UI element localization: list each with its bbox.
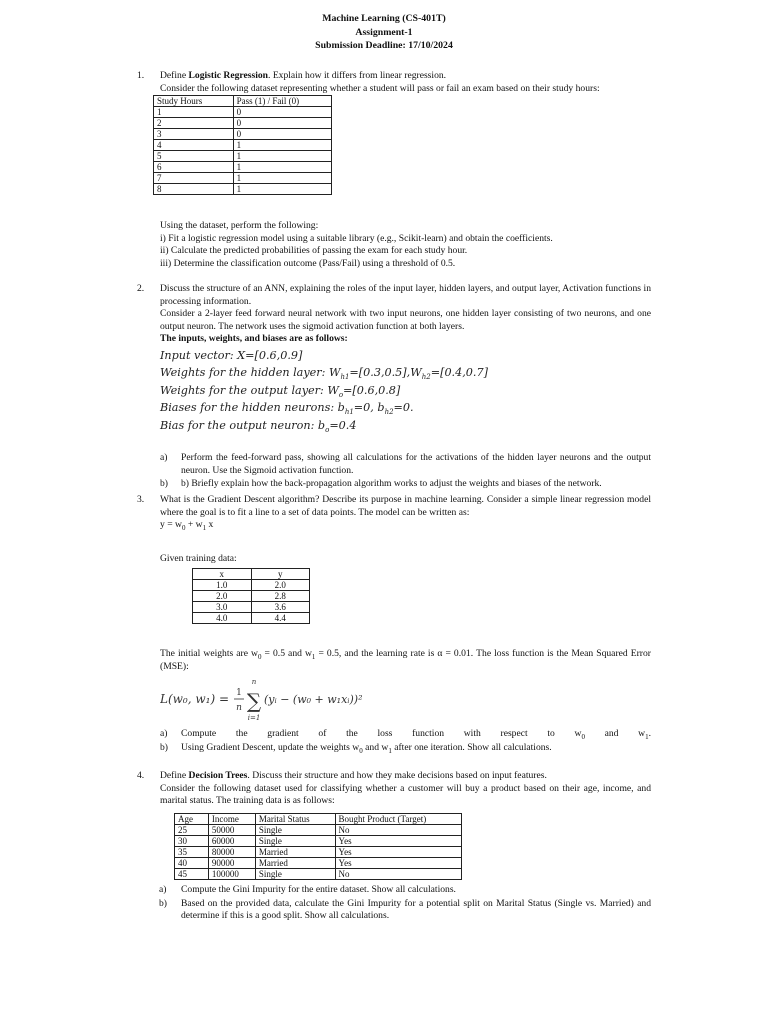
formula-lhs: L(w₀, w₁) =: [160, 692, 229, 706]
table-cell: 1: [233, 151, 331, 162]
task-ii: ii) Calculate the predicted probabilities of passing the exam for each study hour.: [160, 245, 468, 257]
table-cell: 3: [154, 129, 234, 140]
table-cell: 7: [154, 173, 234, 184]
training-data-label: Given training data:: [160, 553, 237, 564]
table-row: [193, 613, 310, 624]
question-4-dataset-intro: Consider the following dataset used for classifying whether a customer will buy a product based on their age, income, and marital status. The training data is as follows:: [160, 782, 651, 807]
assignment-title: Assignment-1: [355, 26, 413, 38]
study-hours-table: [153, 95, 332, 195]
table-cell: Single: [255, 869, 335, 880]
sum-sign: ∑: [246, 689, 262, 713]
table-header-cell: Income: [208, 814, 255, 825]
output-weights: Weights for the output layer: $W_o=[0.6,0.8]$: [160, 383, 401, 400]
table-row: [193, 591, 310, 602]
table-cell: 1: [154, 107, 234, 118]
table-cell: 5: [154, 151, 234, 162]
table-cell: 35: [175, 847, 209, 858]
sum-lower-limit: i=1: [247, 714, 261, 722]
table-row: [154, 140, 332, 151]
table-header-row: [175, 814, 462, 825]
question-4-definition: Define Decision Trees. Discuss their structure and how they make decisions based on input features.: [160, 770, 547, 781]
table-cell: Yes: [335, 858, 461, 869]
table-cell: 0: [233, 118, 331, 129]
table-row: [175, 825, 462, 836]
question-1-dataset-intro: Consider the following dataset representing whether a student will pass or fail an exam based on their study hours:: [160, 82, 600, 94]
table-row: [154, 151, 332, 162]
table-row: [154, 162, 332, 173]
table-cell: No: [335, 869, 461, 880]
table-cell: 0: [233, 107, 331, 118]
output-bias: Bias for the output neuron: $b_o=0.4$: [160, 418, 357, 434]
question-3-part-a: a) Compute the gradient of the loss function with respect to $w_0$ and $w_1$.: [160, 728, 651, 741]
question-number: 4.: [137, 770, 145, 781]
table-cell: 6: [154, 162, 234, 173]
table-cell: 25: [175, 825, 209, 836]
table-cell: 1.0: [193, 580, 252, 591]
table-row: [154, 118, 332, 129]
table-header-cell: x: [193, 569, 252, 580]
tasks-intro: Using the dataset, perform the following:: [160, 220, 319, 231]
table-cell: 30: [175, 836, 209, 847]
params-heading: The inputs, weights, and biases are as follows:: [160, 333, 348, 345]
table-cell: 4.4: [251, 613, 310, 624]
question-3-intro: What is the Gradient Descent algorithm? Describe its purpose in machine learning. Consider a simple linear regression model where the goal is to fit a line to a set of data points. The model can be written as:: [160, 494, 651, 518]
course-title: Machine Learning (CS-401T): [322, 13, 446, 24]
table-row: [154, 173, 332, 184]
mse-loss-formula: [160, 676, 400, 724]
initial-weights-text: The initial weights are $w_0 = 0.5$ and $w_1 = 0.5$, and the learning rate is α = 0.01. The loss function is the Mean Squared Error (MSE):: [160, 648, 651, 672]
table-cell: Married: [255, 847, 335, 858]
table-cell: 2.8: [251, 591, 310, 602]
table-cell: 80000: [208, 847, 255, 858]
table-header-cell: y: [251, 569, 310, 580]
table-header-cell: Study Hours: [154, 96, 234, 107]
table-header-cell: Age: [175, 814, 209, 825]
table-cell: 3.6: [251, 602, 310, 613]
table-cell: 2: [154, 118, 234, 129]
table-header-row: [154, 96, 332, 107]
question-1-definition: Define Logistic Regression. Explain how it differs from linear regression.: [160, 70, 447, 81]
table-cell: 60000: [208, 836, 255, 847]
question-number: 1.: [137, 70, 145, 81]
formula-body: (yᵢ − (w₀ + w₁xᵢ))²: [264, 693, 363, 706]
table-cell: 40: [175, 858, 209, 869]
hidden-biases: Biases for the hidden neurons: $b_{h1}=0$, $b_{h2}=0$.: [160, 401, 414, 417]
table-cell: 0: [233, 129, 331, 140]
question-2-network: Consider a 2-layer feed forward neural network with two input neurons, one hidden layer consisting of two neurons, and one output neuron. The network uses the sigmoid activation function at both layers.: [160, 308, 651, 332]
task-iii: iii) Determine the classification outcome (Pass/Fail) using a threshold of 0.5.: [160, 257, 456, 269]
table-cell: 8: [154, 184, 234, 195]
table-cell: 100000: [208, 869, 255, 880]
question-2-part-a: a) Perform the feed-forward pass, showing all calculations for the activations of the hidden layer neurons and the output neuron. Use the Sigmoid activation function.: [160, 452, 651, 476]
table-cell: 90000: [208, 858, 255, 869]
table-cell: Yes: [335, 847, 461, 858]
question-4-part-b: b) Based on the provided data, calculate the Gini Impurity for a potential split on Marital Status (Single vs. Married) and determine if this is a good split. Show all calculations.: [159, 897, 651, 922]
table-cell: 50000: [208, 825, 255, 836]
table-cell: 1: [233, 184, 331, 195]
model-equation: $y = w_0 + w_1$ x: [160, 519, 214, 533]
term-logistic-regression: Logistic Regression: [188, 70, 269, 81]
table-row: [175, 869, 462, 880]
table-cell: Single: [255, 825, 335, 836]
table-cell: 2.0: [193, 591, 252, 602]
training-data-table: [192, 568, 310, 624]
question-3-parts: [160, 728, 651, 754]
customer-purchase-table: [174, 813, 462, 880]
question-number: 2.: [137, 283, 145, 294]
table-cell: Single: [255, 836, 335, 847]
document-header: [0, 12, 768, 53]
table-row: [193, 580, 310, 591]
question-4-part-a: a) Compute the Gini Impurity for the entire dataset. Show all calculations.: [159, 884, 456, 895]
table-cell: 1: [233, 140, 331, 151]
question-number: 3.: [137, 494, 145, 505]
table-cell: 2.0: [251, 580, 310, 591]
table-row: [175, 858, 462, 869]
question-2-part-b: b) b) Briefly explain how the back-propagation algorithm works to adjust the weights and biases of the network.: [160, 478, 602, 490]
formula-fraction-numerator: 1: [236, 688, 242, 698]
table-cell: No: [335, 825, 461, 836]
submission-deadline: Submission Deadline: 17/10/2024: [315, 40, 453, 52]
table-cell: 45: [175, 869, 209, 880]
question-3-part-b: b) Using Gradient Descent, update the weights $w_0$ and $w_1$ after one iteration. Show all calculations.: [160, 741, 552, 755]
table-row: [175, 847, 462, 858]
formula-fraction-denominator: n: [236, 703, 242, 713]
table-cell: 3.0: [193, 602, 252, 613]
table-cell: 1: [233, 173, 331, 184]
question-2-intro: Discuss the structure of an ANN, explaining the roles of the input layer, hidden layers, and output layer, Activation functions in processing information.: [160, 283, 651, 307]
table-cell: 1: [233, 162, 331, 173]
table-header-cell: Pass (1) / Fail (0): [233, 96, 331, 107]
table-header-cell: Bought Product (Target): [335, 814, 461, 825]
table-header-cell: Marital Status: [255, 814, 335, 825]
table-cell: Married: [255, 858, 335, 869]
table-row: [193, 602, 310, 613]
table-cell: 4: [154, 140, 234, 151]
table-row: [154, 184, 332, 195]
input-vector: Input vector: X=[0.6,0.9]: [160, 348, 303, 362]
term-decision-trees: Decision Trees: [188, 770, 248, 781]
table-row: [175, 836, 462, 847]
table-cell: 4.0: [193, 613, 252, 624]
task-i: i) Fit a logistic regression model using a suitable library (e.g., Scikit-learn) and obtain the coefficients.: [160, 232, 553, 244]
table-header-row: [193, 569, 310, 580]
sum-upper-limit: n: [251, 678, 257, 686]
table-row: [154, 129, 332, 140]
hidden-weights: Weights for the hidden layer: $W_{h1}=[0.3,0.5],W_{h2}=[0.4,0.7]$: [160, 366, 488, 382]
table-cell: Yes: [335, 836, 461, 847]
table-row: [154, 107, 332, 118]
